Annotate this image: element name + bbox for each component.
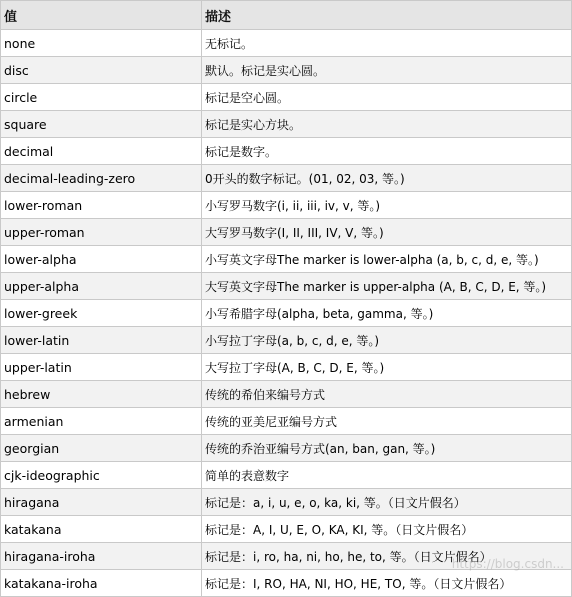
table-row (0, 300, 572, 327)
value-cell: hebrew (0, 381, 202, 408)
value-cell: lower-alpha (0, 246, 202, 273)
value-cell: circle (0, 84, 202, 111)
table-row (0, 381, 572, 408)
table-row (0, 192, 572, 219)
description-cell: 默认。标记是实心圆。 (202, 57, 572, 84)
description-cell: 大写拉丁字母(A, B, C, D, E, 等。) (202, 354, 572, 381)
description-cell: 大写罗马数字(I, II, III, IV, V, 等。) (202, 219, 572, 246)
value-cell: lower-latin (0, 327, 202, 354)
table-row (0, 327, 572, 354)
value-cell: lower-greek (0, 300, 202, 327)
table-row (0, 489, 572, 516)
description-cell: 传统的亚美尼亚编号方式 (202, 408, 572, 435)
table-row (0, 219, 572, 246)
value-cell: upper-latin (0, 354, 202, 381)
value-cell: katakana-iroha (0, 570, 202, 597)
value-cell: georgian (0, 435, 202, 462)
description-cell: 标记是：i, ro, ha, ni, ho, he, to, 等。（日文片假名） (202, 543, 572, 570)
table-row (0, 30, 572, 57)
description-cell: 小写拉丁字母(a, b, c, d, e, 等。) (202, 327, 572, 354)
table-row (0, 111, 572, 138)
table-row (0, 570, 572, 597)
table-row (0, 246, 572, 273)
description-cell: 大写英文字母The marker is upper-alpha (A, B, C, D, E, 等。) (202, 273, 572, 300)
description-cell: 小写英文字母The marker is lower-alpha (a, b, c, d, e, 等。) (202, 246, 572, 273)
description-cell: 标记是数字。 (202, 138, 572, 165)
description-cell: 传统的希伯来编号方式 (202, 381, 572, 408)
description-cell: 标记是空心圆。 (202, 84, 572, 111)
table-row (0, 462, 572, 489)
table-body (0, 30, 572, 597)
value-cell: none (0, 30, 202, 57)
table-row (0, 408, 572, 435)
value-cell: hiragana (0, 489, 202, 516)
description-cell: 小写罗马数字(i, ii, iii, iv, v, 等。) (202, 192, 572, 219)
table-row (0, 84, 572, 111)
column-header-value: 值 (0, 0, 202, 30)
description-cell: 0开头的数字标记。(01, 02, 03, 等。) (202, 165, 572, 192)
table-row (0, 165, 572, 192)
value-cell: lower-roman (0, 192, 202, 219)
value-cell: decimal-leading-zero (0, 165, 202, 192)
table-row (0, 516, 572, 543)
description-cell: 无标记。 (202, 30, 572, 57)
value-cell: decimal (0, 138, 202, 165)
table-row (0, 57, 572, 84)
table-row (0, 435, 572, 462)
table-row (0, 354, 572, 381)
table-row (0, 273, 572, 300)
value-cell: cjk-ideographic (0, 462, 202, 489)
value-cell: armenian (0, 408, 202, 435)
value-cell: square (0, 111, 202, 138)
watermark: https://blog.csdn... (451, 557, 564, 571)
description-cell: 标记是：a, i, u, e, o, ka, ki, 等。（日文片假名） (202, 489, 572, 516)
description-cell: 标记是：A, I, U, E, O, KA, KI, 等。（日文片假名） (202, 516, 572, 543)
value-cell: hiragana-iroha (0, 543, 202, 570)
value-cell: disc (0, 57, 202, 84)
value-cell: upper-alpha (0, 273, 202, 300)
column-header-description: 描述 (202, 0, 572, 30)
description-cell: 传统的乔治亚编号方式(an, ban, gan, 等。) (202, 435, 572, 462)
table-header-row (0, 0, 572, 30)
description-cell: 标记是：I, RO, HA, NI, HO, HE, TO, 等。（日文片假名） (202, 570, 572, 597)
table-row (0, 138, 572, 165)
value-cell: katakana (0, 516, 202, 543)
description-cell: 小写希腊字母(alpha, beta, gamma, 等。) (202, 300, 572, 327)
table-row (0, 543, 572, 570)
description-cell: 简单的表意数字 (202, 462, 572, 489)
value-cell: upper-roman (0, 219, 202, 246)
description-cell: 标记是实心方块。 (202, 111, 572, 138)
